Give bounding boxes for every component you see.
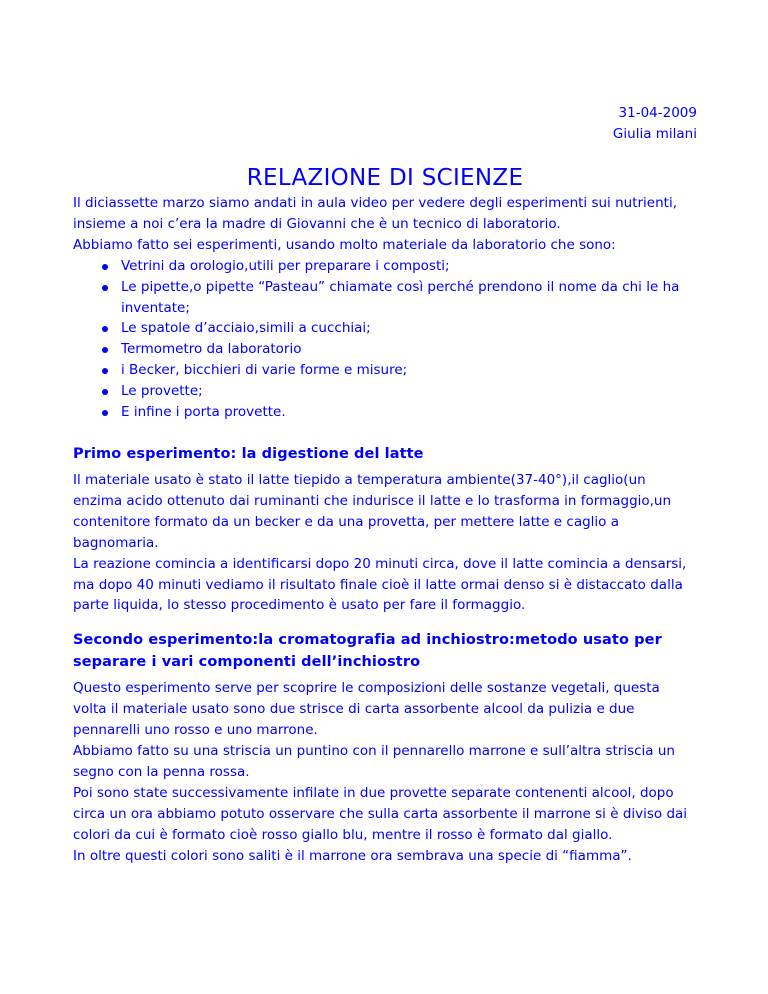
list-item: i Becker, bicchieri di varie forme e misure;: [102, 360, 697, 381]
list-item: Le spatole d’acciaio,simili a cucchiai;: [102, 318, 697, 339]
experiment2-paragraph: Poi sono state successivamente infilate in due provette separate contenenti alcool, dopo circa un ora abbiamo potuto osservare che sulla carta assorbente il marrone si è diviso dai colori da cui è formato cioè rosso giallo blu, mentre il rosso è formato dal giallo.: [73, 784, 688, 843]
list-item: Vetrini da orologio,utili per preparare i composti;: [102, 256, 697, 277]
list-item: Le provette;: [102, 381, 697, 402]
list-item: E infine i porta provette.: [102, 402, 697, 423]
bullet-icon: [102, 264, 108, 270]
list-item: Termometro da laboratorio: [102, 339, 697, 360]
document-body: [73, 193, 697, 866]
list-item: Le pipette,o pipette “Pasteau” chiamate così perché prendono il nome da chi le ha inventate;: [102, 277, 697, 319]
experiment1-heading: Primo esperimento: la digestione del latte: [73, 445, 424, 462]
materials-list: [73, 256, 697, 423]
experiment1-paragraph: La reazione comincia a identificarsi dopo 20 minuti circa, dove il latte comincia a densarsi, ma dopo 40 minuti vediamo il risultato finale cioè il latte ormai denso si è distaccato dalla parte liquida, lo stesso procedimento è usato per fare il formaggio.: [73, 555, 687, 614]
experiment2-paragraph: Questo esperimento serve per scoprire le composizioni delle sostanze vegetali, questa volta il materiale usato sono due strisce di carta assorbente alcool da pulizia e due pennarelli uno rosso e uno marrone.: [73, 680, 660, 739]
experiment2-paragraph: In oltre questi colori sono saliti è il marrone ora sembrava una specie di “fiamma”.: [73, 847, 632, 864]
bullet-icon: [102, 410, 108, 416]
bullet-icon: [102, 326, 108, 332]
document-date: 31-04-2009: [618, 105, 697, 121]
experiment2-heading: Secondo esperimento:la cromatografia ad inchiostro:metodo usato per separare i vari componenti dell’inchiostro: [73, 632, 662, 671]
experiment2-paragraph: Abbiamo fatto su una striscia un puntino con il pennarello marrone e sull’altra striscia un segno con la penna rossa.: [73, 743, 675, 780]
bullet-icon: [102, 347, 108, 353]
intro-lead: Abbiamo fatto sei esperimenti, usando molto materiale da laboratorio che sono:: [73, 236, 616, 253]
document-title: RELAZIONE DI SCIENZE: [246, 165, 524, 191]
experiment1-paragraph: Il materiale usato è stato il latte tiepido a temperatura ambiente(37-40°),il caglio(un enzima acido ottenuto dai ruminanti che indurisce il latte e lo trasforma in formaggio,un contenitore formato da un becker e da una provetta, per mettere latte e caglio a bagnomaria.: [73, 471, 672, 551]
intro-paragraph: Il diciassette marzo siamo andati in aula video per vedere degli esperimenti sui nutrienti, insieme a noi c’era la madre di Giovanni che è un tecnico di laboratorio.: [73, 195, 677, 232]
bullet-icon: [102, 368, 108, 374]
document-header: [613, 103, 697, 145]
bullet-icon: [102, 389, 108, 395]
document-author: Giulia milani: [612, 126, 697, 142]
bullet-icon: [102, 285, 108, 291]
